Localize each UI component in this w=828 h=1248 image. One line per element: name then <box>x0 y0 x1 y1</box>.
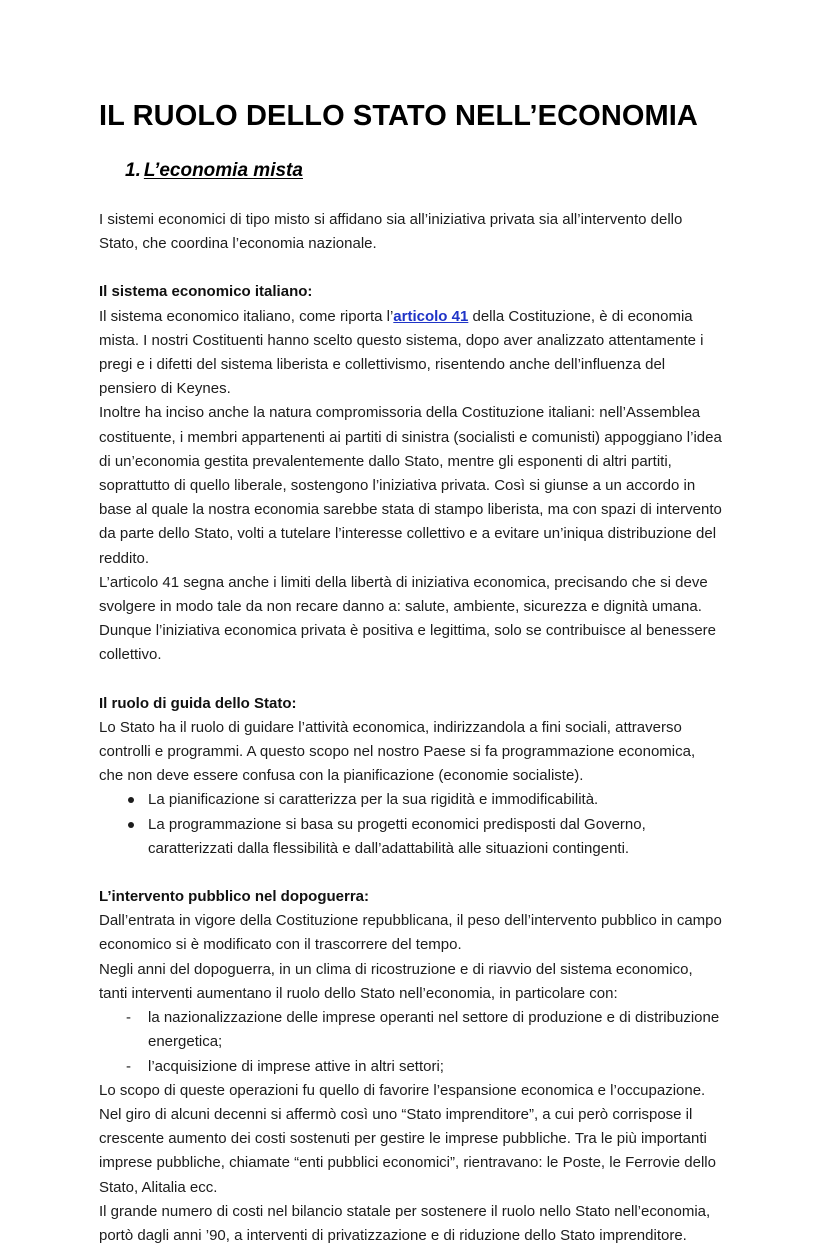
dash-list-interventi <box>99 1006 723 1079</box>
paragraph-scopo-operazioni: Lo scopo di queste operazioni fu quello di favorire l’espansione economica e l’occupazione. <box>99 1081 706 1099</box>
paragraph-text-before-link: Il sistema economico italiano, come riporta l’ <box>99 307 394 325</box>
subsection-heading-economia-italiana: Il sistema economico italiano: <box>99 283 313 301</box>
spacer <box>99 668 723 692</box>
subsection-heading-ruolo-guida: Il ruolo di guida dello Stato: <box>99 694 297 712</box>
list-item-label: La programmazione si basa su progetti economici predisposti dal Governo, caratterizzati dalla flessibilità e dall’adattabilità alle situazioni contingenti. <box>148 815 646 857</box>
page-title: IL RUOLO DELLO STATO NELL’ECONOMIA <box>99 100 698 132</box>
section-number: 1. <box>125 160 141 181</box>
list-item-label: la nazionalizzazione delle imprese operanti nel settore di produzione e di distribuzione energetica; <box>148 1009 720 1051</box>
paragraph-text-after-link: della Costituzione, è di economia mista. I nostri Costituenti hanno scelto questo sistema, dopo aver analizzato attentamente i pregi e i difetti del sistema liberista e collettivismo, risentendo anche dell’influenza del pensiero di Keynes. <box>99 307 704 398</box>
bullet-dot-icon <box>128 822 134 828</box>
paragraph-stato-imprenditore: Nel giro di alcuni decenni si affermò così uno “Stato imprenditore”, a cui però corrispose il crescente aumento dei costi sostenuti per gestire le imprese pubbliche. Tra le più importanti imprese pubbliche, chiamate “enti pubblici economici”, rientravano: le Poste, le Ferrovie dello Stato, Alitalia ecc. <box>99 1105 716 1196</box>
list-item-label: l’acquisizione di imprese attive in altri settori; <box>148 1057 444 1075</box>
spacer <box>99 183 723 208</box>
paragraph-anni-dopoguerra: Negli anni del dopoguerra, in un clima di ricostruzione e di riavvio del sistema economico, tanti interventi aumentano il ruolo dello Stato nell’economia, in particolare con: <box>99 960 693 1002</box>
intro-paragraph: I sistemi economici di tipo misto si affidano sia all’iniziativa privata sia all’intervento dello Stato, che coordina l’economia nazionale. <box>99 211 683 253</box>
paragraph-articolo-41 <box>99 305 723 402</box>
articolo-41-link[interactable]: articolo 41 <box>393 307 469 325</box>
paragraph-ruolo-guida: Lo Stato ha il ruolo di guidare l’attività economica, indirizzandola a fini sociali, attraverso controlli e programmi. A questo scopo nel nostro Paese si fa programmazione economica, che non deve essere confusa con la pianificazione (economie socialiste). <box>99 718 696 785</box>
list-item <box>99 1006 723 1054</box>
list-item <box>99 813 723 861</box>
list-item <box>99 788 723 812</box>
paragraph-limiti-articolo-41: L’articolo 41 segna anche i limiti della libertà di iniziativa economica, precisando che si deve svolgere in modo tale da non recare danno a: salute, ambiente, sicurezza e dignità umana. Dunque l’iniziativa economica privata è positiva e legittima, solo se contribuisce al benessere collettivo. <box>99 573 716 664</box>
list-item <box>99 1055 723 1079</box>
spacer <box>99 861 723 885</box>
paragraph-costituzione-repubblicana: Dall’entrata in vigore della Costituzione repubblicana, il peso dell’intervento pubblico in campo economico si è modificato con il trascorrere del tempo. <box>99 912 722 954</box>
list-item-label: La pianificazione si caratterizza per la sua rigidità e immodificabilità. <box>148 791 599 809</box>
section-title: L’economia mista <box>143 160 303 181</box>
document-body <box>99 183 723 1248</box>
section-heading <box>99 133 723 183</box>
paragraph-assemblea-costituente: Inoltre ha inciso anche la natura compromissoria della Costituzione italiani: nell’Assemblea costituente, i membri appartenenti ai partiti di sinistra (socialisti e comunisti) appoggiano l’idea di un’economia gestita prevalentemente dallo Stato, mentre gli esponenti di altri partiti, soprattutto di quello liberale, sostengono l’iniziativa privata. Così si giunse a un accordo in base al quale la nostra economia sarebbe stata di stampo liberista, ma con spazi di intervento da parte dello Stato, volti a tutelare l’interesse collettivo e a evitare un’iniqua distribuzione del reddito. <box>99 404 722 567</box>
subsection-heading-intervento-dopoguerra: L’intervento pubblico nel dopoguerra: <box>99 888 370 906</box>
dash-marker-icon: - <box>126 1009 131 1027</box>
paragraph-privatizzazione: Il grande numero di costi nel bilancio statale per sostenere il ruolo nello Stato nell’economia, portò dagli anni ’90, a interventi di privatizzazione e di riduzione dello Stato imprenditore. <box>99 1202 711 1244</box>
spacer <box>99 256 723 280</box>
dash-marker-icon: - <box>126 1057 131 1075</box>
bullet-dot-icon <box>128 797 134 803</box>
bullet-list-programmazione <box>99 788 723 861</box>
document-content <box>99 0 723 1248</box>
